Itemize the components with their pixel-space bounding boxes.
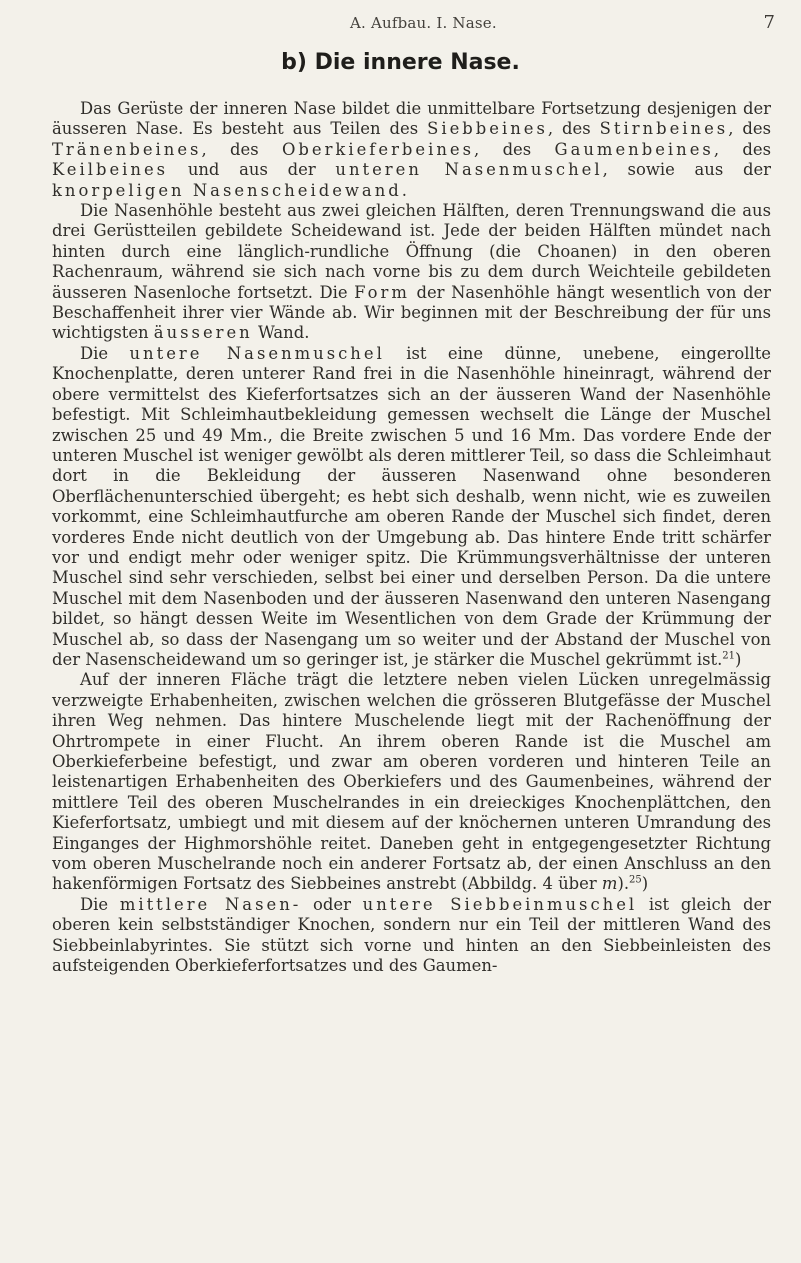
spaced-term: Gaumenbeines <box>554 139 714 159</box>
text-run: , des <box>728 119 771 139</box>
text-run: , sowie aus der <box>602 160 772 180</box>
text-run: , des <box>201 139 282 159</box>
spaced-term: unteren Nasenmuschel <box>335 160 603 180</box>
paragraph-2 <box>52 201 771 344</box>
text-run: ) <box>735 649 742 669</box>
section-title: b) Die innere Nase. <box>281 50 520 75</box>
paragraph-3 <box>52 344 771 671</box>
text-run: ist gleich der oberen kein selbstständiger Knochen, sondern nur ein Teil der mittleren Wand des Siebbeinlabyrintes. Sie stützt sich vorne und hinten an den Siebbeinleisten des aufsteigenden Oberkieferfortsatzes und des Gaumen- <box>52 894 771 976</box>
body-text <box>52 99 771 976</box>
spaced-term: Tränenbeines <box>52 139 202 159</box>
spaced-term: Keilbeines <box>52 160 169 180</box>
text-run: Auf der inneren Fläche trägt die letztere neben vielen Lücken unregelmässig verzweigte Erhabenheiten, zwischen welchen die grösseren Blutgefässe der Muschel ihren Weg nehmen. Das hintere Muschelende liegt mit der Rachenöffnung der Ohrtrompete in einer Flucht. An ihrem oberen Rande ist die Muschel am Oberkieferbeine befestigt, und zwar am oberen vorderen und hinteren Teile an leistenartigen Erhabenheiten des Oberkiefers und des Gaumenbeines, während der mittlere Teil des oberen Muschelrandes in ein dreieckiges Knochenplättchen, den Kieferfortsatz, umbiegt und mit diesem auf der knöchernen unteren Umrandung des Einganges der Highmorshöhle reitet. Daneben geht in entgegengesetzter Richtung vom oberen Muschelrande noch ein anderer Fortsatz ab, der einen Anschluss an den hakenförmigen Fortsatz des Siebbeines anstrebt (Abbildg. 4 über <box>52 670 771 894</box>
spaced-term: äusseren <box>153 323 253 343</box>
spaced-term: Oberkieferbeines <box>281 139 475 159</box>
text-run: , des <box>547 119 600 139</box>
text-run: Das Gerüste der inneren Nase bildet die unmittelbare Fortsetzung desjenigen der äusseren Nase. Es besteht aus Teilen des <box>52 99 771 139</box>
text-run: der Nasenhöhle hängt wesentlich von der Beschaffenheit ihrer vier Wände ab. Wir beginnen mit der Beschreibung der für uns wichtigsten <box>52 282 771 343</box>
spaced-term: mittlere Nasen- <box>119 894 302 914</box>
footnote-ref: 21 <box>722 650 736 662</box>
text-run: , des <box>474 139 555 159</box>
text-run: , des <box>713 139 771 159</box>
spaced-term: untere Nasenmuschel <box>129 343 385 363</box>
text-run: Wand. <box>252 323 310 343</box>
text-run: ) <box>641 874 649 894</box>
text-run: Die Nasenhöhle besteht aus zwei gleichen Hälften, deren Trennungswand die aus drei Gerüstteilen gebildete Scheidewand ist. Jede der beiden Hälften mündet nach hinten durch eine länglich-rundliche Öffnung (die Choanen) in den oberen Rachenraum, während sie sich nach vorne bis zu dem durch Weichteile gebildeten äusseren Nasenloche fortsetzt. Die <box>52 201 771 302</box>
paragraph-5 <box>52 895 771 977</box>
spaced-term: knorpeligen Nasenscheidewand <box>52 180 402 200</box>
spaced-term: Stirnbeines <box>599 119 729 139</box>
text-run: und aus der <box>168 160 336 180</box>
running-header: A. Aufbau. I. Nase. <box>350 14 497 32</box>
spaced-term: Siebbeines <box>427 119 548 139</box>
footnote-ref: 25 <box>629 874 642 886</box>
text-run: Die <box>80 343 130 363</box>
paragraph-4 <box>52 670 771 894</box>
text-run: ist eine dünne, unebene, eingerollte Knochenplatte, deren unterer Rand frei in die Nasenhöhle hineinragt, während der obere vermittelst des Kieferfortsatzes sich an der äusseren Wand der Nasenhöhle befestigt. Mit Schleimhautbekleidung gemessen wechselt die Länge der Muschel zwischen 25 und 49 Mm., die Breite zwischen 5 und 16 Mm. Das vordere Ende der unteren Muschel ist weniger gewölbt als deren mittlerer Teil, so dass die Schleimhaut dort in die Bekleidung der äusseren Nasenwand ohne besonderen Oberflächenunterschied übergeht; es hebt sich deshalb, wenn nicht, wie es zuweilen vorkommt, eine Schleimhautfurche am oberen Rande der Muschel sich findet, deren vorderes Ende nicht deutlich von der Umgebung ab. Das hintere Ende tritt schärfer vor und endigt mehr oder weniger spitz. Die Krümmungsverhältnisse der unteren Muschel sind sehr verschieden, selbst bei einer und derselben Person. Da die untere Muschel mit dem Nasenboden und der äusseren Nasenwand den unteren Nasengang bildet, so hängt dessen Weite im Wesentlichen von dem Grade der Krümmung der Muschel ab, so dass der Nasengang um so weiter und der Abstand der Muschel von der Nasenscheidewand um so geringer ist, je stärker die Muschel gekrümmt ist. <box>52 343 771 669</box>
text-run: . <box>401 180 407 200</box>
figure-letter: m <box>601 874 618 894</box>
spaced-term: untere Siebbeinmuschel <box>362 894 638 914</box>
text-run: ). <box>617 874 630 894</box>
paragraph-1 <box>52 99 771 201</box>
page-number: 7 <box>763 12 775 33</box>
text-run: oder <box>301 894 363 914</box>
text-run: Die <box>80 894 120 914</box>
spaced-term: Form <box>354 282 410 302</box>
